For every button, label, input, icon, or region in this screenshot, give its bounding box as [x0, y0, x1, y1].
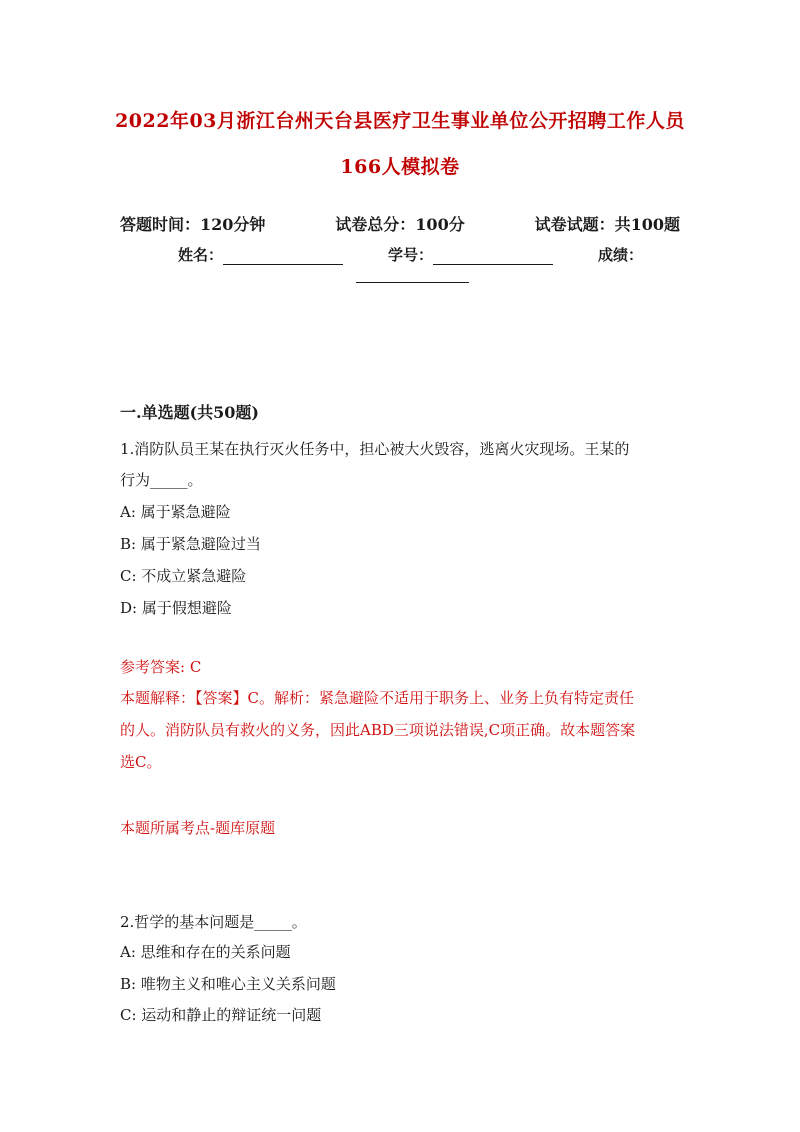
question-1-explanation-line-2: 的人。消防队员有救火的义务，因此ABD三项说法错误,C项正确。故本题答案: [120, 721, 636, 739]
exam-question-count: 试卷试题：共100题: [534, 215, 680, 234]
question-1-explanation-line-3: 选C。: [120, 753, 162, 771]
question-2-stem: 2.哲学的基本问题是_____。: [120, 913, 307, 931]
question-2-option-b: B: 唯物主义和唯心主义关系问题: [120, 975, 336, 993]
id-label: 学号：: [388, 246, 434, 264]
name-field: [178, 244, 343, 265]
section-title: 一.单选题(共50题): [120, 403, 259, 422]
question-1-option-c: C: 不成立紧急避险: [120, 567, 247, 585]
question-1-option-a: A: 属于紧急避险: [120, 503, 231, 521]
exam-meta: [120, 212, 680, 235]
question-1-option-d: D: 属于假想避险: [120, 599, 232, 617]
score-label: 成绩：: [598, 246, 644, 264]
score-field: [598, 244, 643, 265]
exam-time: 答题时间：120分钟: [120, 215, 266, 234]
page-title-line-1: 2022年03月浙江台州天台县医疗卫生事业单位公开招聘工作人员: [115, 110, 685, 132]
question-2-option-a: A: 思维和存在的关系问题: [120, 943, 291, 961]
question-1-option-b: B: 属于紧急避险过当: [120, 535, 261, 553]
id-blank: [433, 246, 553, 265]
question-1-stem-line-1: 1.消防队员王某在执行灭火任务中，担心被大火毁容，逃离火灾现场。王某的: [120, 440, 630, 458]
score-blank: [356, 264, 469, 283]
question-1-stem-line-2: 行为_____。: [120, 471, 203, 489]
name-label: 姓名：: [178, 246, 224, 264]
page-title-line-2: 166人模拟卷: [340, 156, 460, 178]
question-1-explanation-line-1: 本题解释：【答案】C。解析：紧急避险不适用于职务上、业务上负有特定责任: [120, 689, 634, 707]
question-1-category: 本题所属考点-题库原题: [120, 819, 276, 837]
question-1-answer: 参考答案: C: [120, 658, 202, 676]
id-field: [388, 244, 553, 265]
question-2-option-c: C: 运动和静止的辩证统一问题: [120, 1006, 322, 1024]
name-blank: [223, 246, 343, 265]
score-blank-row: [356, 264, 469, 283]
exam-total-score: 试卷总分：100分: [335, 215, 465, 234]
